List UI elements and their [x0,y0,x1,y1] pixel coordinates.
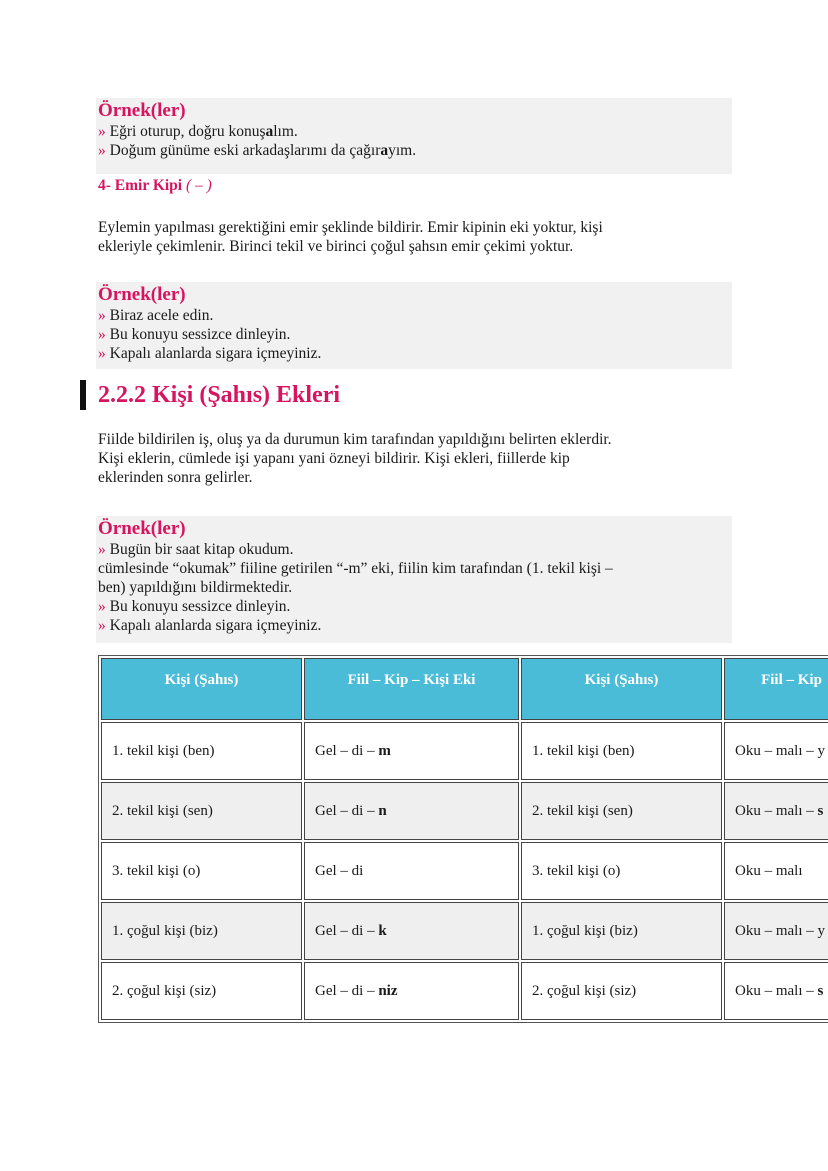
arrow-icon: » [98,307,106,324]
section-marker [80,380,86,410]
example-box-1 [96,98,732,174]
table-row [101,722,828,780]
table-row [101,842,828,900]
arrow-icon: » [98,345,106,362]
verb-cell: Oku – malı [724,842,828,900]
table-header: Kişi (Şahıs) [101,658,302,720]
person-cell: 1. çoğul kişi (biz) [521,902,722,960]
person-cell: 3. tekil kişi (o) [101,842,302,900]
table-header-row [101,658,828,720]
example-line: » Kapalı alanlarda sigara içmeyiniz. [98,345,322,362]
arrow-icon: » [98,326,106,343]
person-suffix-table [98,655,828,1023]
arrow-icon: » [98,142,106,159]
verb-cell: Oku – malı – y [724,722,828,780]
verb-cell: Gel – di – m [304,722,519,780]
person-cell: 2. tekil kişi (sen) [101,782,302,840]
verb-cell: Oku – malı – s [724,782,828,840]
table-row [101,962,828,1020]
person-cell: 3. tekil kişi (o) [521,842,722,900]
example-line: » Biraz acele edin. [98,307,214,324]
example-title: Örnek(ler) [98,518,186,539]
example-line: » Bugün bir saat kitap okudum. [98,541,294,558]
verb-cell: Gel – di – niz [304,962,519,1020]
section-title: 2.2.2 Kişi (Şahıs) Ekleri [98,382,341,408]
example-line: » Bu konuyu sessizce dinleyin. [98,326,291,343]
verb-cell: Gel – di – k [304,902,519,960]
paragraph-kisi-ekleri: Fiilde bildirilen iş, oluş ya da durumun kim tarafından yapıldığını belirten eklerdir. Kişi eklerin, cümlede işi yapanı yani özneyi bildirir. Kişi ekleri, fiillerde kip eklerinden sonra gelirler. [98,431,612,486]
person-cell: 1. tekil kişi (ben) [521,722,722,780]
table-header: Kişi (Şahıs) [521,658,722,720]
example-line: » Kapalı alanlarda sigara içmeyiniz. [98,617,322,634]
verb-cell: Gel – di – n [304,782,519,840]
example-line: » Eğri oturup, doğru konuşalım. [98,123,298,140]
example-box-2 [96,282,732,369]
table-header: Fiil – Kip [724,658,828,720]
person-cell: 1. tekil kişi (ben) [101,722,302,780]
person-cell: 1. çoğul kişi (biz) [101,902,302,960]
example-explanation: cümlesinde “okumak” fiiline getirilen “-m” eki, fiilin kim tarafından (1. tekil kişi – [98,560,613,577]
verb-cell: Gel – di [304,842,519,900]
example-line: » Bu konuyu sessizce dinleyin. [98,598,291,615]
person-cell: 2. çoğul kişi (siz) [101,962,302,1020]
example-title: Örnek(ler) [98,284,186,305]
example-title: Örnek(ler) [98,100,186,121]
arrow-icon: » [98,123,106,140]
person-cell: 2. tekil kişi (sen) [521,782,722,840]
example-line: » Doğum günüme eski arkadaşlarımı da çağırayım. [98,142,417,159]
example-explanation: ben) yapıldığını bildirmektedir. [98,579,293,596]
arrow-icon: » [98,541,106,558]
example-box-3 [96,516,732,643]
table-row [101,902,828,960]
table-row [101,782,828,840]
paragraph-emir-kipi: Eylemin yapılması gerektiğini emir şeklinde bildirir. Emir kipinin eki yoktur, kişi ekleriyle çekimlenir. Birinci tekil ve birinci çoğul şahsın emir çekimi yoktur. [98,219,603,255]
arrow-icon: » [98,598,106,615]
arrow-icon: » [98,617,106,634]
subheading-emir-kipi: 4- Emir Kipi ( – ) [98,177,212,194]
verb-cell: Oku – malı – s [724,962,828,1020]
verb-cell: Oku – malı – y [724,902,828,960]
table-header: Fiil – Kip – Kişi Eki [304,658,519,720]
person-cell: 2. çoğul kişi (siz) [521,962,722,1020]
